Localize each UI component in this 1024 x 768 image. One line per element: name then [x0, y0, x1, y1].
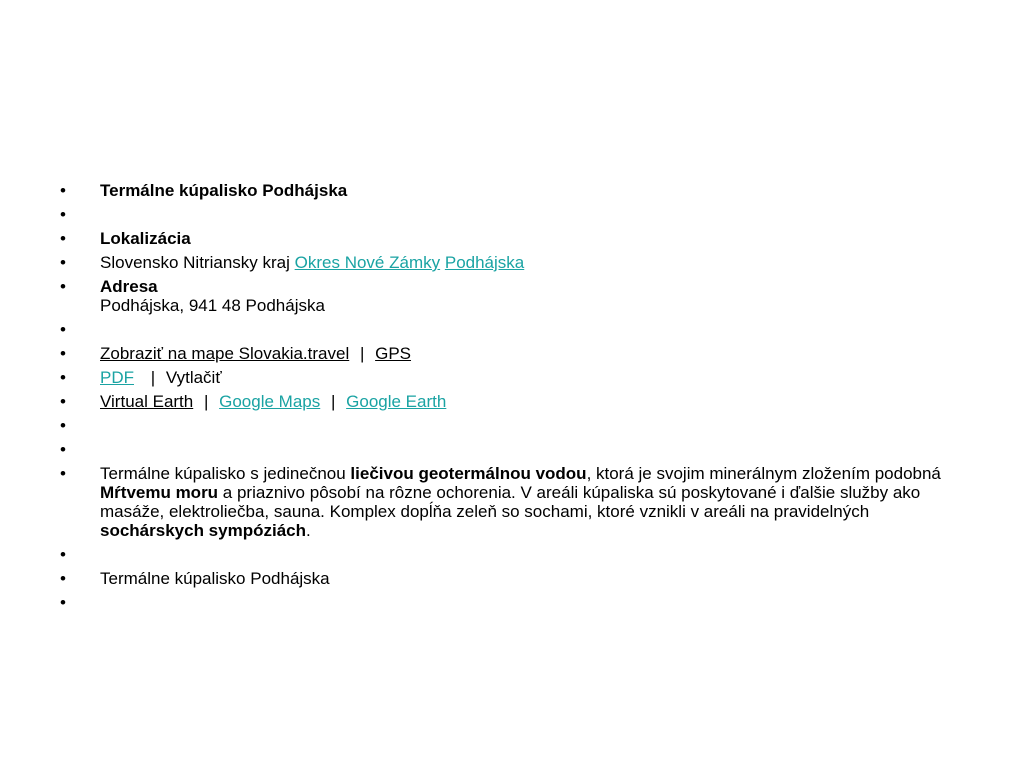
- town-link[interactable]: Podhájska: [444, 253, 525, 272]
- list-item-empty: [60, 416, 950, 435]
- print-link[interactable]: Vytlačiť: [165, 368, 222, 387]
- list-item-empty: [60, 593, 950, 612]
- slovakia-travel-map-link[interactable]: Zobraziť na mape Slovakia.travel: [100, 344, 350, 363]
- bullet-icon: •: [60, 344, 66, 363]
- bullet-icon: •: [60, 416, 66, 435]
- list-item-footer-title: [60, 569, 950, 588]
- description-bold: Mŕtvemu moru: [100, 483, 219, 502]
- description-bold: sochárskych sympóziách: [100, 521, 306, 540]
- bullet-icon: •: [60, 440, 66, 459]
- description-bold: liečivou geotermálnou vodou: [350, 464, 587, 483]
- description-text: [100, 464, 941, 540]
- separator: |: [203, 392, 209, 411]
- bullet-icon: •: [60, 593, 66, 612]
- list-item-export-links: [60, 368, 950, 387]
- description-part: .: [305, 521, 311, 540]
- title-text: Termálne kúpalisko Podhájska: [100, 181, 348, 200]
- google-earth-link[interactable]: Google Earth: [346, 392, 447, 411]
- list-item-external-maps: [60, 392, 950, 411]
- address-value: Podhájska, 941 48 Podhájska: [100, 296, 325, 315]
- localization-heading: Lokalizácia: [100, 229, 191, 248]
- bullet-icon: •: [60, 320, 66, 339]
- google-maps-link[interactable]: Google Maps: [219, 392, 321, 411]
- bullet-icon: •: [60, 392, 66, 411]
- description-part: , ktorá je svojim minerálnym zložením podobná: [586, 464, 941, 483]
- list-item-empty: [60, 320, 950, 339]
- localization-prefix: Slovensko Nitriansky kraj: [100, 253, 290, 272]
- bullet-icon: •: [60, 205, 66, 224]
- bullet-icon: •: [60, 368, 66, 387]
- bullet-icon: •: [60, 545, 66, 564]
- separator: |: [150, 368, 156, 387]
- list-item-localization-heading: [60, 229, 950, 248]
- bullet-icon: •: [60, 569, 66, 588]
- list-item-empty: [60, 545, 950, 564]
- gps-link[interactable]: GPS: [375, 344, 412, 363]
- bullet-icon: •: [60, 253, 66, 272]
- list-item-map-links: [60, 344, 950, 363]
- list-item-empty: [60, 440, 950, 459]
- bullet-list: [60, 181, 950, 617]
- virtual-earth-link[interactable]: Virtual Earth: [100, 392, 194, 411]
- separator: |: [359, 344, 365, 363]
- bullet-icon: •: [60, 464, 66, 483]
- description-part: Termálne kúpalisko s jedinečnou: [100, 464, 351, 483]
- bullet-icon: •: [60, 229, 66, 248]
- separator: |: [330, 392, 336, 411]
- list-item-description: [60, 464, 950, 540]
- bullet-icon: •: [60, 277, 66, 296]
- bullet-icon: •: [60, 181, 66, 200]
- description-part: a priaznivo pôsobí na rôzne ochorenia. V areáli kúpaliska sú poskytované i ďalšie služby ako masáže, elektroliečba, sauna. Komplex dopĺňa zeleň so sochami, ktoré vznikli v areáli na pravidelných: [100, 483, 921, 521]
- list-item-localization: [60, 253, 950, 272]
- address-heading: Adresa: [100, 277, 158, 296]
- pdf-link[interactable]: PDF: [100, 368, 134, 387]
- list-item-address: [60, 277, 950, 315]
- list-item-title: [60, 181, 950, 200]
- list-item-empty: [60, 205, 950, 224]
- district-link[interactable]: Okres Nové Zámky: [294, 253, 441, 272]
- footer-title-text: Termálne kúpalisko Podhájska: [100, 569, 330, 588]
